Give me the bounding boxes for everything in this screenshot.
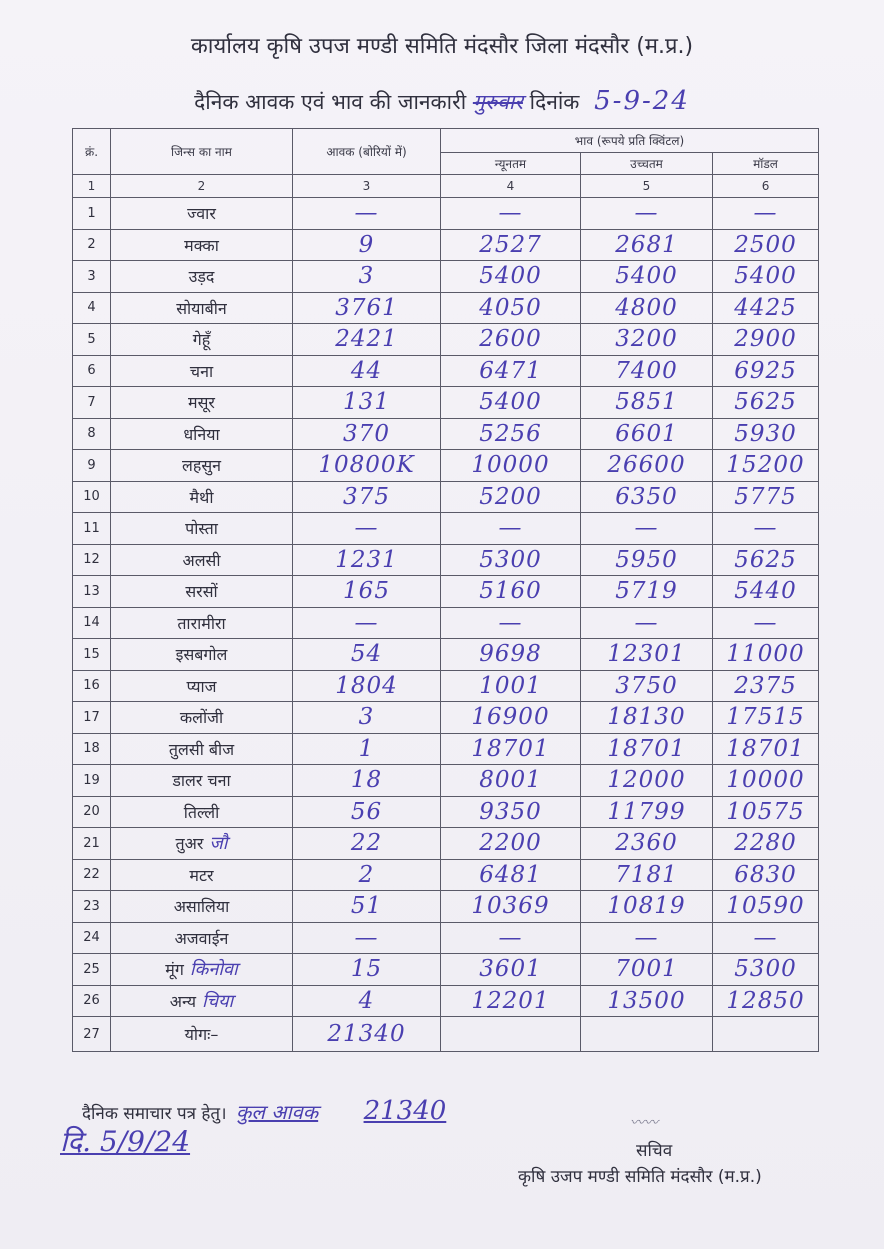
header-sn: क्रं. <box>73 129 111 175</box>
commodity-label: इसबगोल <box>175 645 228 665</box>
table-row <box>73 733 819 765</box>
row-arrival: 3 <box>293 261 441 293</box>
commodity-label: मक्का <box>184 235 219 255</box>
row-modal-price: 5775 <box>713 481 819 513</box>
row-commodity-name <box>111 796 293 828</box>
row-max-price: 5851 <box>581 387 713 419</box>
commodity-label: तुअर <box>175 834 204 854</box>
row-min-price: 5200 <box>441 481 581 513</box>
row-arrival: 3 <box>293 702 441 734</box>
row-sn: 3 <box>73 261 111 293</box>
row-sn: 26 <box>73 985 111 1017</box>
signatory-title: सचिव <box>636 1141 673 1161</box>
total-sn: 27 <box>73 1017 111 1052</box>
commodity-label: मटर <box>189 865 214 885</box>
row-commodity-name <box>111 733 293 765</box>
table-row <box>73 891 819 923</box>
commodity-label: सरसों <box>185 582 218 602</box>
office-footer: कृषि उजप मण्डी समिति मंदसौर (म.प्र.) <box>518 1167 762 1187</box>
row-sn: 2 <box>73 229 111 261</box>
row-sn: 10 <box>73 481 111 513</box>
table-row <box>73 702 819 734</box>
row-arrival: 4 <box>293 985 441 1017</box>
subtitle-prefix: दैनिक आवक एवं भाव की जानकारी <box>194 90 467 114</box>
date-value: 5-9-24 <box>594 86 690 116</box>
commodity-label: ज्वार <box>187 204 216 224</box>
row-max-price: 6601 <box>581 418 713 450</box>
row-sn: 22 <box>73 859 111 891</box>
table-row <box>73 639 819 671</box>
row-sn: 8 <box>73 418 111 450</box>
row-arrival: 15 <box>293 954 441 986</box>
table-row <box>73 513 819 545</box>
row-modal-price: 5625 <box>713 544 819 576</box>
commodity-label: पोस्ता <box>185 519 218 539</box>
row-modal-price: 2375 <box>713 670 819 702</box>
newspaper-text: दैनिक समाचार पत्र हेतु। <box>82 1104 227 1124</box>
table-row <box>73 481 819 513</box>
total-empty-max <box>581 1017 713 1052</box>
total-empty-modal <box>713 1017 819 1052</box>
row-modal-price: — <box>713 513 819 545</box>
row-max-price: 6350 <box>581 481 713 513</box>
commodity-label: गेहूँ <box>192 330 211 350</box>
row-arrival: — <box>293 513 441 545</box>
colnum-sn: 1 <box>73 175 111 198</box>
row-max-price: 7001 <box>581 954 713 986</box>
total-arrival: 21340 <box>293 1017 441 1052</box>
row-min-price: 5300 <box>441 544 581 576</box>
row-max-price: 7400 <box>581 355 713 387</box>
row-max-price: — <box>581 513 713 545</box>
total-row <box>73 1017 819 1052</box>
row-min-price: 5160 <box>441 576 581 608</box>
row-modal-price: 5625 <box>713 387 819 419</box>
colnum-name: 2 <box>111 175 293 198</box>
row-modal-price: 6830 <box>713 859 819 891</box>
row-commodity-name <box>111 292 293 324</box>
row-min-price: — <box>441 922 581 954</box>
row-commodity-name <box>111 828 293 860</box>
row-commodity-name <box>111 985 293 1017</box>
row-commodity-name <box>111 922 293 954</box>
table-row <box>73 985 819 1017</box>
row-min-price: 2200 <box>441 828 581 860</box>
row-min-price: 12201 <box>441 985 581 1017</box>
row-max-price: 13500 <box>581 985 713 1017</box>
row-modal-price: 10000 <box>713 765 819 797</box>
row-modal-price: 10590 <box>713 891 819 923</box>
row-modal-price: 10575 <box>713 796 819 828</box>
commodity-label: तिल्ली <box>183 802 220 822</box>
row-min-price: 6481 <box>441 859 581 891</box>
header-arrival: आवक (बोरियों में) <box>293 129 441 175</box>
row-arrival: 44 <box>293 355 441 387</box>
row-commodity-name <box>111 355 293 387</box>
row-sn: 5 <box>73 324 111 356</box>
row-arrival: 22 <box>293 828 441 860</box>
row-min-price: 5400 <box>441 261 581 293</box>
commodity-label: लहसुन <box>181 456 222 476</box>
row-min-price: 3601 <box>441 954 581 986</box>
report-subtitle <box>0 86 884 116</box>
row-max-price: 12301 <box>581 639 713 671</box>
table-row <box>73 450 819 482</box>
row-commodity-name <box>111 261 293 293</box>
row-commodity-name <box>111 544 293 576</box>
row-sn: 19 <box>73 765 111 797</box>
table-row <box>73 355 819 387</box>
handwritten-note: किनोवा <box>189 959 238 981</box>
row-sn: 7 <box>73 387 111 419</box>
table-row <box>73 324 819 356</box>
row-arrival: 54 <box>293 639 441 671</box>
row-min-price: — <box>441 513 581 545</box>
header-modal: मॉडल <box>713 153 819 175</box>
row-commodity-name <box>111 198 293 230</box>
row-commodity-name <box>111 670 293 702</box>
row-min-price: — <box>441 198 581 230</box>
row-modal-price: 4425 <box>713 292 819 324</box>
row-min-price: 18701 <box>441 733 581 765</box>
commodity-label: चना <box>189 361 214 381</box>
row-sn: 17 <box>73 702 111 734</box>
row-max-price: — <box>581 922 713 954</box>
row-modal-price: 2280 <box>713 828 819 860</box>
header-price-group: भाव (रूपये प्रति क्विंटल) <box>441 129 819 153</box>
commodity-label: अन्य <box>169 991 197 1011</box>
day-handwritten: गुरुवार <box>472 90 523 114</box>
handwritten-date: दि. 5/9/24 <box>60 1125 191 1158</box>
row-max-price: 4800 <box>581 292 713 324</box>
row-max-price: 5950 <box>581 544 713 576</box>
row-max-price: 3200 <box>581 324 713 356</box>
row-arrival: 2 <box>293 859 441 891</box>
row-arrival: 9 <box>293 229 441 261</box>
commodity-label: मूंग <box>165 960 184 980</box>
handwritten-note: चिया <box>202 990 234 1012</box>
row-modal-price: 12850 <box>713 985 819 1017</box>
row-min-price: 10369 <box>441 891 581 923</box>
colnum-min: 4 <box>441 175 581 198</box>
row-commodity-name <box>111 418 293 450</box>
row-commodity-name <box>111 639 293 671</box>
commodity-label: अलसी <box>182 550 221 570</box>
row-sn: 14 <box>73 607 111 639</box>
row-sn: 20 <box>73 796 111 828</box>
row-max-price: 3750 <box>581 670 713 702</box>
row-commodity-name <box>111 324 293 356</box>
row-max-price: 2681 <box>581 229 713 261</box>
row-arrival: 3761 <box>293 292 441 324</box>
row-min-price: 4050 <box>441 292 581 324</box>
table-row <box>73 261 819 293</box>
table-row <box>73 418 819 450</box>
row-commodity-name <box>111 576 293 608</box>
commodity-label: तारामीरा <box>177 613 226 633</box>
commodity-label: तुलसी बीज <box>168 739 235 759</box>
header-name: जिन्स का नाम <box>111 129 293 175</box>
row-arrival: — <box>293 607 441 639</box>
row-modal-price: — <box>713 922 819 954</box>
row-sn: 11 <box>73 513 111 545</box>
date-label: दिनांक <box>529 90 580 114</box>
commodity-label: धनिया <box>183 424 220 444</box>
row-max-price: 18701 <box>581 733 713 765</box>
row-modal-price: 15200 <box>713 450 819 482</box>
row-commodity-name <box>111 481 293 513</box>
table-row <box>73 544 819 576</box>
row-sn: 9 <box>73 450 111 482</box>
price-table <box>72 128 819 1052</box>
table-row <box>73 796 819 828</box>
row-max-price: 5400 <box>581 261 713 293</box>
header-min: न्यूनतम <box>441 153 581 175</box>
commodity-label: अजवाईन <box>174 928 229 948</box>
row-modal-price: 17515 <box>713 702 819 734</box>
row-sn: 12 <box>73 544 111 576</box>
row-sn: 21 <box>73 828 111 860</box>
row-sn: 23 <box>73 891 111 923</box>
row-arrival: 18 <box>293 765 441 797</box>
commodity-label: डालर चना <box>172 771 231 791</box>
table-row <box>73 828 819 860</box>
commodity-label: उड़द <box>188 267 215 287</box>
row-max-price: 18130 <box>581 702 713 734</box>
row-max-price: 12000 <box>581 765 713 797</box>
row-commodity-name <box>111 450 293 482</box>
row-arrival: 1804 <box>293 670 441 702</box>
handwritten-note: जौ <box>209 833 228 855</box>
row-min-price: 9698 <box>441 639 581 671</box>
commodity-label: मैथी <box>189 487 214 507</box>
row-max-price: — <box>581 198 713 230</box>
row-commodity-name <box>111 607 293 639</box>
row-min-price: 1001 <box>441 670 581 702</box>
row-arrival: 56 <box>293 796 441 828</box>
table-row <box>73 765 819 797</box>
row-min-price: 9350 <box>441 796 581 828</box>
row-max-price: 26600 <box>581 450 713 482</box>
table-body <box>73 198 819 1017</box>
row-sn: 6 <box>73 355 111 387</box>
row-commodity-name <box>111 387 293 419</box>
table-row <box>73 670 819 702</box>
office-title: कार्यालय कृषि उपज मण्डी समिति मंदसौर जिला मंदसौर (म.प्र.) <box>190 34 694 59</box>
row-sn: 24 <box>73 922 111 954</box>
colnum-arrival: 3 <box>293 175 441 198</box>
row-arrival: 375 <box>293 481 441 513</box>
header-max: उच्चतम <box>581 153 713 175</box>
total-empty-min <box>441 1017 581 1052</box>
commodity-label: मसूर <box>188 393 215 413</box>
row-max-price: 2360 <box>581 828 713 860</box>
row-modal-price: 18701 <box>713 733 819 765</box>
commodity-label: असालिया <box>173 897 230 917</box>
row-modal-price: — <box>713 607 819 639</box>
table-row <box>73 954 819 986</box>
row-commodity-name <box>111 229 293 261</box>
table-row <box>73 229 819 261</box>
commodity-label: प्याज <box>186 676 217 696</box>
row-arrival: 10800K <box>293 450 441 482</box>
row-sn: 25 <box>73 954 111 986</box>
colnum-modal: 6 <box>713 175 819 198</box>
row-commodity-name <box>111 891 293 923</box>
row-max-price: 7181 <box>581 859 713 891</box>
row-commodity-name <box>111 765 293 797</box>
table-row <box>73 292 819 324</box>
row-modal-price: 2900 <box>713 324 819 356</box>
table-row <box>73 198 819 230</box>
row-sn: 18 <box>73 733 111 765</box>
row-modal-price: 5440 <box>713 576 819 608</box>
row-min-price: 5400 <box>441 387 581 419</box>
table-row <box>73 859 819 891</box>
table-row <box>73 387 819 419</box>
row-sn: 16 <box>73 670 111 702</box>
row-modal-price: 5930 <box>713 418 819 450</box>
row-modal-price: 5400 <box>713 261 819 293</box>
row-sn: 1 <box>73 198 111 230</box>
row-sn: 15 <box>73 639 111 671</box>
signature-scribble: 〰〰 <box>630 1115 658 1131</box>
row-sn: 4 <box>73 292 111 324</box>
row-max-price: 5719 <box>581 576 713 608</box>
table-row <box>73 607 819 639</box>
row-min-price: 10000 <box>441 450 581 482</box>
row-commodity-name <box>111 702 293 734</box>
row-commodity-name <box>111 513 293 545</box>
handwritten-total: 21340 <box>363 1096 447 1126</box>
row-arrival: 51 <box>293 891 441 923</box>
row-modal-price: 2500 <box>713 229 819 261</box>
row-arrival: 370 <box>293 418 441 450</box>
row-min-price: 2600 <box>441 324 581 356</box>
row-min-price: 2527 <box>441 229 581 261</box>
row-arrival: 165 <box>293 576 441 608</box>
row-commodity-name <box>111 954 293 986</box>
row-min-price: 6471 <box>441 355 581 387</box>
row-arrival: — <box>293 198 441 230</box>
commodity-label: सोयाबीन <box>176 298 227 318</box>
row-arrival: 1231 <box>293 544 441 576</box>
row-arrival: 1 <box>293 733 441 765</box>
row-min-price: — <box>441 607 581 639</box>
colnum-max: 5 <box>581 175 713 198</box>
row-arrival: 131 <box>293 387 441 419</box>
table-row <box>73 576 819 608</box>
row-min-price: 5256 <box>441 418 581 450</box>
row-min-price: 8001 <box>441 765 581 797</box>
commodity-label: कलोंजी <box>179 708 224 728</box>
row-sn: 13 <box>73 576 111 608</box>
row-modal-price: — <box>713 198 819 230</box>
row-min-price: 16900 <box>441 702 581 734</box>
row-max-price: 10819 <box>581 891 713 923</box>
row-max-price: 11799 <box>581 796 713 828</box>
row-max-price: — <box>581 607 713 639</box>
row-commodity-name <box>111 859 293 891</box>
total-label: योगः– <box>111 1017 293 1052</box>
row-arrival: 2421 <box>293 324 441 356</box>
row-modal-price: 5300 <box>713 954 819 986</box>
table-row <box>73 922 819 954</box>
row-arrival: — <box>293 922 441 954</box>
row-modal-price: 6925 <box>713 355 819 387</box>
handwritten-label: कुल आवक <box>235 1100 319 1124</box>
row-modal-price: 11000 <box>713 639 819 671</box>
